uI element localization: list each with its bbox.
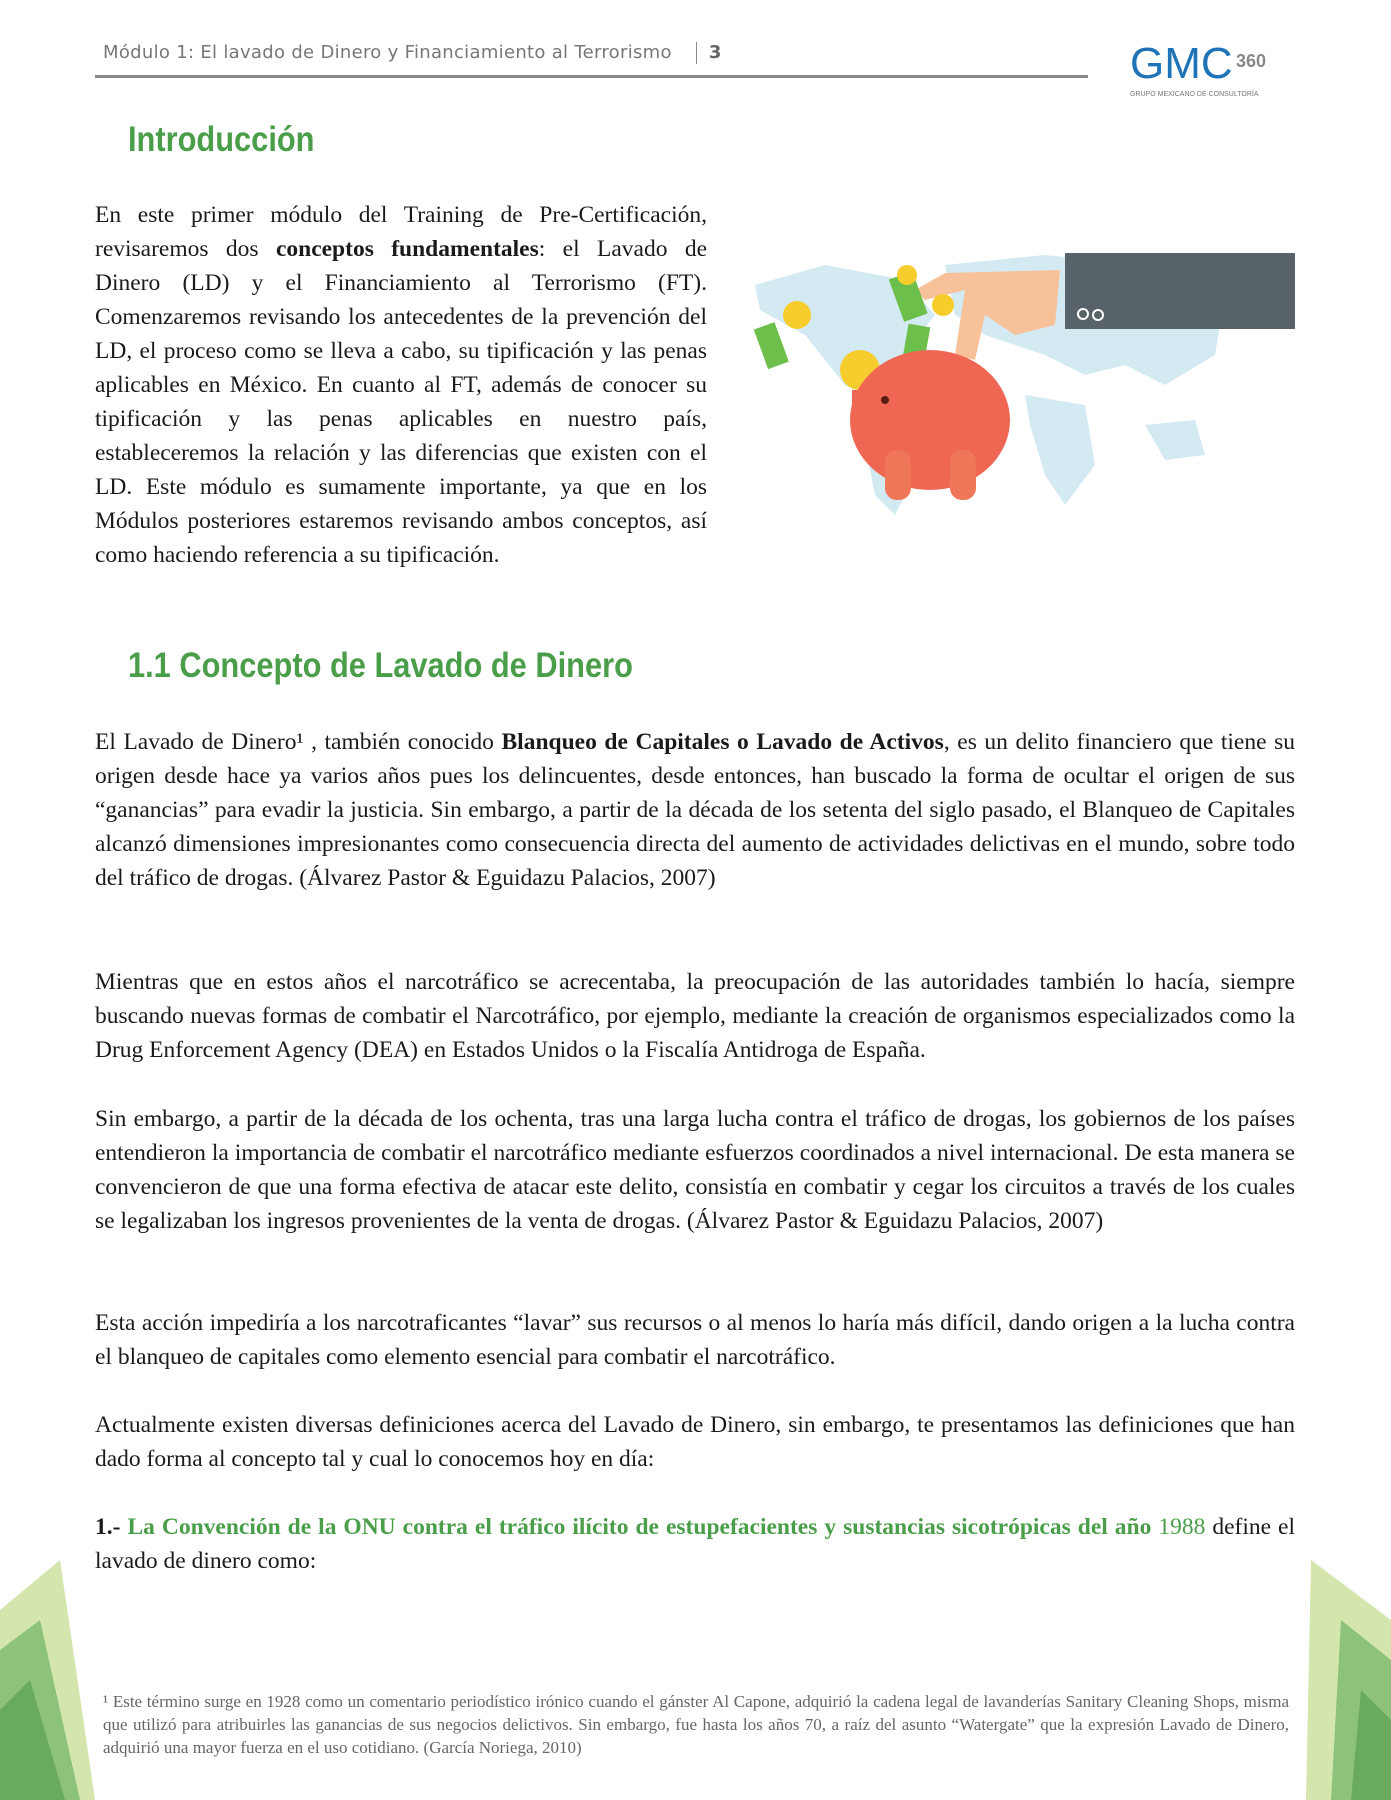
body-paragraph (95, 1408, 1295, 1476)
text-run: Actualmente existen diversas definiciones acerca del Lavado de Dinero, sin embargo, te presentamos las definiciones que han dado forma al concepto tal y cual lo conocemos hoy en día: (95, 1412, 1295, 1472)
page-number: 3 (708, 42, 722, 63)
running-header (103, 42, 722, 64)
left-leaf-decoration (0, 1560, 110, 1800)
text-run: define el lavado de dinero como: (95, 1514, 1295, 1574)
text-run: : el Lavado de Dinero (LD) y el Financiamiento al Terrorismo (FT). Comenzaremos revisando los antecedentes de la prevención del LD, el proceso como se lleva a cabo, su tipificación y las penas aplicables en México. En cuanto al FT, además de conocer su tipificación y las penas aplicables en nuestro país, estableceremos la relación y las diferencias que existen con el LD. Este módulo es sumamente importante, ya que en los Módulos posteriores estaremos revisando ambos conceptos, así como haciendo referencia a su tipificación. (95, 236, 707, 568)
body-paragraph (95, 1102, 1295, 1238)
intro-heading: Introducción (128, 120, 315, 159)
text-run: Mientras que en estos años el narcotráfico se acrecentaba, la preocupación de las autoridades también lo hacía, siempre buscando nuevas formas de combatir el Narcotráfico, por ejemplo, mediante la creación de organismos especializados como la Drug Enforcement Agency (DEA) en Estados Unidos o la Fiscalía Antidroga de España. (95, 969, 1295, 1063)
body-paragraph (95, 725, 1295, 895)
svg-text:GRUPO MEXICANO DE CONSULTORÍA: GRUPO MEXICANO DE CONSULTORÍA (1130, 91, 1259, 98)
right-leaf-decoration (1301, 1560, 1391, 1800)
footnote: ¹ Este término surge en 1928 como un comentario periodístico irónico cuando el gánster Al Capone, adquirió la cadena legal de lavanderías Sanitary Cleaning Shops, misma que utilizó para atribuirles las ganancias de sus negocios delictivos. Sin embargo, fue hasta los años 70, a raíz del asunto “Watergate” que la expresión Lavado de Dinero, adquirió una mayor fuerza en el uso cotidiano. (García Noriega, 2010) (103, 1692, 1289, 1757)
text-run: Sin embargo, a partir de la década de los ochenta, tras una larga lucha contra el tráfico de drogas, los gobiernos de los países entendieron la importancia de combatir el narcotráfico mediante esfuerzos coordinados a nivel internacional. De esta manera se convencieron de que una forma efectiva de atacar este delito, consistía en combatir y cegar los circuitos a través de los cuales se legalizaban los ingresos provenientes de la venta de drogas. (Álvarez Pastor & Eguidazu Palacios, 2007) (95, 1106, 1295, 1234)
gmc-logo (1128, 40, 1288, 102)
header-rule (95, 75, 1088, 78)
header-divider (696, 42, 697, 64)
svg-text:GMC: GMC (1130, 40, 1233, 88)
text-run: 1.- (95, 1514, 121, 1540)
svg-text:360: 360 (1236, 51, 1267, 71)
piggy-bank-illustration (745, 245, 1295, 535)
text-run: , es un delito financiero que tiene su origen desde hace ya varios años pues los delincuentes, desde entonces, han buscado la forma de ocultar el origen de sus “ganancias” para evadir la justicia. Sin embargo, a partir de la década de los setenta del siglo pasado, el Blanqueo de Capitales alcanzó dimensiones impresionantes como consecuencia directa del aumento de actividades delictivas en el mundo, sobre todo del tráfico de drogas. (Álvarez Pastor & Eguidazu Palacios, 2007) (95, 729, 1295, 891)
text-run: 1988 (1158, 1514, 1206, 1540)
text-run: La Convención de la ONU contra el tráfico ilícito de estupefacientes y sustancias sicotrópicas del año (120, 1514, 1159, 1540)
header-title: Módulo 1: El lavado de Dinero y Financiamiento al Terrorismo (103, 42, 672, 63)
text-run: En este primer módulo del Training de Pre-Certificación, revisaremos dos (95, 202, 707, 262)
text-run: Blanqueo de Capitales o Lavado de Activos (501, 729, 944, 755)
text-run: Esta acción impediría a los narcotraficantes “lavar” sus recursos o al menos lo haría más difícil, dando origen a la lucha contra el blanqueo de capitales como elemento esencial para combatir el narcotráfico. (95, 1310, 1295, 1370)
body-paragraph (95, 1510, 1295, 1578)
section-heading: 1.1 Concepto de Lavado de Dinero (128, 646, 633, 685)
text-run: conceptos fundamentales (275, 236, 539, 262)
body-paragraph (95, 965, 1295, 1067)
text-run: El Lavado de Dinero¹ , también conocido (95, 729, 502, 755)
intro-paragraph (95, 198, 707, 572)
body-paragraph (95, 1306, 1295, 1374)
